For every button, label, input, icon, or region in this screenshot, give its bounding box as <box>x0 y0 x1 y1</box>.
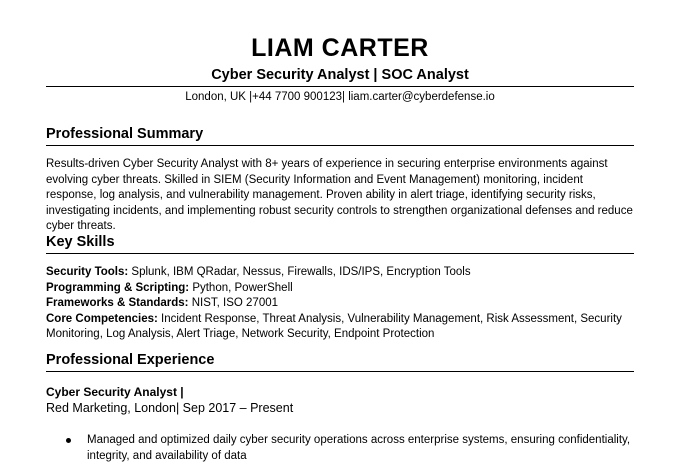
skill-line-frameworks <box>46 296 634 312</box>
section-title-experience: Professional Experience <box>46 350 634 372</box>
skill-label: Core Competencies: <box>46 312 158 325</box>
summary-text: Results-driven Cyber Security Analyst with 8+ years of experience in securing enterprise environments against evolving cyber threats. Skilled in SIEM (Security Information and Event Management) monitoring, incident response, log analysis, and vulnerability management. Proven ability in alert triage, identifying security risks, investigating incidents, and implementing robust security controls to strengthen organizational defenses and reduce cyber threats. <box>46 158 633 232</box>
bullet-text: Managed and optimized daily cyber security operations across enterprise systems, ensuring confidentiality, integrity, and availability of data <box>87 434 631 462</box>
skill-label: Programming & Scripting: <box>46 281 190 294</box>
skill-value: Splunk, IBM QRadar, Nessus, Firewalls, IDS/IPS, Encryption Tools <box>128 266 471 278</box>
list-item <box>46 433 634 464</box>
skill-label: Frameworks & Standards: <box>46 297 189 309</box>
contact-block <box>46 86 634 106</box>
job-title: Cyber Security Analyst | <box>46 385 184 399</box>
skill-line-programming <box>46 281 634 297</box>
candidate-name: LIAM CARTER <box>251 34 429 62</box>
contact-line: London, UK |+44 7700 900123| liam.carter@cyberdefense.io <box>185 91 495 103</box>
skill-value: NIST, ISO 27001 <box>188 297 279 309</box>
job-company-dates: Red Marketing, London| Sep 2017 – Present <box>46 401 294 415</box>
skill-value: Incident Response, Threat Analysis, Vulnerability Management, Risk Assessment, Security Monitoring, Log Analysis, Alert Triage, Network Security, Endpoint Protection <box>46 312 622 340</box>
candidate-subtitle: Cyber Security Analyst | SOC Analyst <box>211 67 469 83</box>
bullet-icon <box>66 438 71 443</box>
skill-value: Python, PowerShell <box>189 281 293 294</box>
section-title-summary: Professional Summary <box>46 124 634 146</box>
skills-list <box>46 265 634 343</box>
section-title-skills: Key Skills <box>46 232 634 254</box>
skill-line-core-competencies <box>46 312 634 343</box>
skill-label: Security Tools: <box>46 266 129 278</box>
experience-bullets <box>46 433 634 464</box>
skill-line-security-tools <box>46 265 634 281</box>
